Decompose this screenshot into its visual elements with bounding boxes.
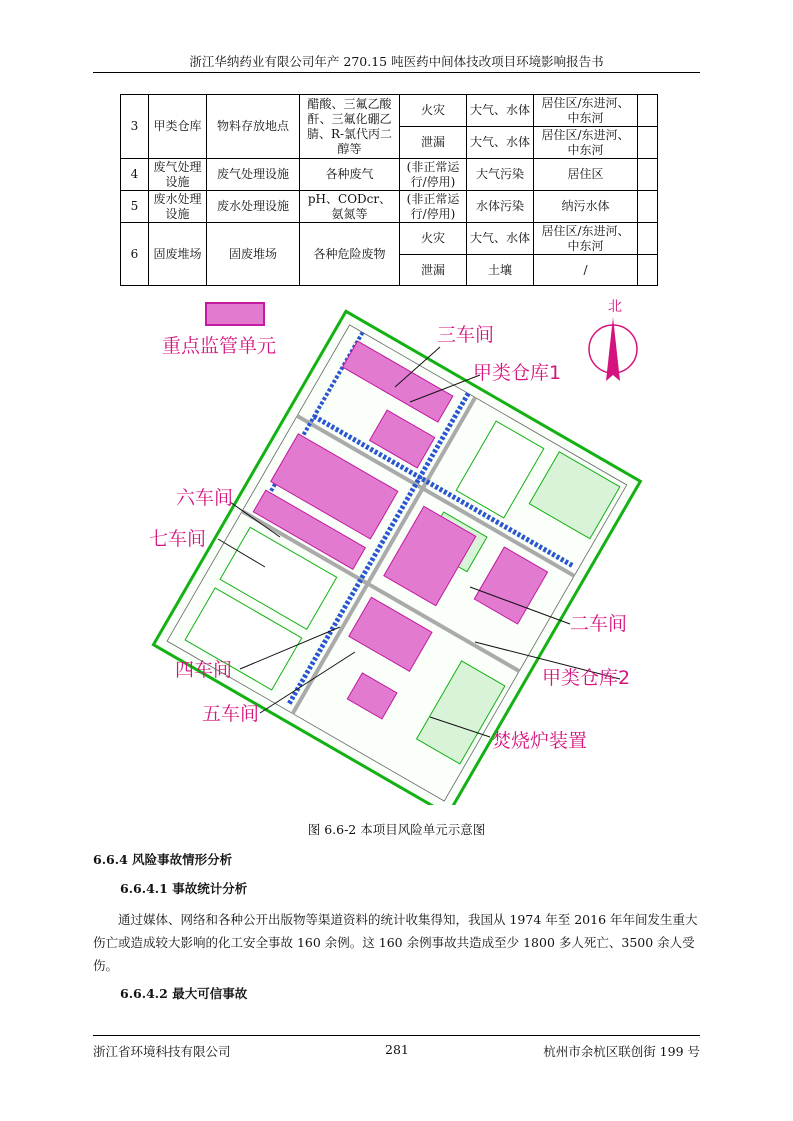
- cell-substance: pH、CODcr、氨氮等: [300, 191, 400, 223]
- risk-unit-table: [120, 94, 658, 286]
- cell-unit: 物料存放地点: [207, 95, 300, 159]
- cell-target: 居住区/东进河、中东河: [534, 127, 638, 159]
- label-workshop-2: 二车间: [570, 613, 628, 635]
- cell-route: 土壤: [467, 255, 534, 286]
- label-incinerator: 焚烧炉装置: [492, 730, 588, 752]
- label-workshop-7: 七车间: [149, 528, 207, 550]
- cell-extra: [638, 223, 658, 255]
- legend-label: 重点监管单元: [162, 335, 277, 357]
- legend-swatch: [206, 303, 264, 325]
- label-workshop-3: 三车间: [437, 324, 495, 346]
- body-paragraph: 通过媒体、网络和各种公开出版物等渠道资料的统计收集得知，我国从 1974 年至 2016 年年间发生重大伤亡或造成较大影响的化工安全事故 160 余例。这 160 余例事故共造成至少 1800 多人死亡、3500 余人受伤。: [93, 912, 698, 973]
- cell-extra: [638, 191, 658, 223]
- cell-name: 废气处理设施: [149, 159, 207, 191]
- section-heading: 6.6.4 风险事故情形分析: [93, 852, 233, 867]
- site-plan-figure: [140, 297, 660, 805]
- cell-extra: [638, 127, 658, 159]
- cell-type: 火灾: [400, 95, 467, 127]
- table-row: [121, 191, 658, 223]
- table-row: [121, 95, 658, 127]
- north-label: 北: [608, 299, 622, 315]
- label-warehouse-1: 甲类仓库1: [473, 362, 562, 384]
- cell-type: 火灾: [400, 223, 467, 255]
- cell-target: 纳污水体: [534, 191, 638, 223]
- cell-unit: 废水处理设施: [207, 191, 300, 223]
- label-workshop-5: 五车间: [202, 703, 260, 725]
- footer-address: 杭州市余杭区联创街 199 号: [543, 1044, 700, 1059]
- cell-name: 废水处理设施: [149, 191, 207, 223]
- table-row: [121, 159, 658, 191]
- cell-type: (非正常运行/停用): [400, 159, 467, 191]
- cell-route: 水体污染: [467, 191, 534, 223]
- cell-no: 6: [121, 223, 149, 286]
- footer-company: 浙江省环境科技有限公司: [93, 1044, 231, 1059]
- cell-substance: 各种危险废物: [300, 223, 400, 286]
- cell-target: /: [534, 255, 638, 286]
- cell-target: 居住区/东进河、中东河: [534, 223, 638, 255]
- page-number: 281: [385, 1042, 409, 1057]
- cell-type: (非正常运行/停用): [400, 191, 467, 223]
- cell-no: 4: [121, 159, 149, 191]
- cell-unit: 固废堆场: [207, 223, 300, 286]
- footer-rule: [93, 1035, 700, 1036]
- cell-substance: 各种废气: [300, 159, 400, 191]
- label-workshop-6: 六车间: [176, 487, 234, 509]
- cell-extra: [638, 255, 658, 286]
- cell-name: 固废堆场: [149, 223, 207, 286]
- cell-type: 泄漏: [400, 127, 467, 159]
- cell-route: 大气、水体: [467, 127, 534, 159]
- page-header: 浙江华纳药业有限公司年产 270.15 吨医药中间体技改项目环境影响报告书: [189, 54, 604, 69]
- cell-extra: [638, 95, 658, 127]
- north-arrow-icon: [589, 299, 637, 381]
- cell-unit: 废气处理设施: [207, 159, 300, 191]
- figure-caption: 图 6.6-2 本项目风险单元示意图: [307, 822, 486, 837]
- subsection-heading: 6.6.4.2 最大可信事故: [120, 986, 248, 1001]
- cell-target: 居住区/东进河、中东河: [534, 95, 638, 127]
- cell-no: 5: [121, 191, 149, 223]
- cell-route: 大气污染: [467, 159, 534, 191]
- subsection-heading: 6.6.4.1 事故统计分析: [120, 881, 248, 896]
- label-workshop-4: 四车间: [175, 659, 233, 681]
- cell-no: 3: [121, 95, 149, 159]
- label-warehouse-2: 甲类仓库2: [542, 667, 631, 689]
- cell-name: 甲类仓库: [149, 95, 207, 159]
- cell-extra: [638, 159, 658, 191]
- header-rule: [93, 72, 700, 73]
- cell-type: 泄漏: [400, 255, 467, 286]
- cell-route: 大气、水体: [467, 223, 534, 255]
- table-row: [121, 223, 658, 255]
- cell-route: 大气、水体: [467, 95, 534, 127]
- cell-target: 居住区: [534, 159, 638, 191]
- cell-substance: 醋酸、三氟乙酸酐、三氟化硼乙腈、R-氯代丙二醇等: [300, 95, 400, 159]
